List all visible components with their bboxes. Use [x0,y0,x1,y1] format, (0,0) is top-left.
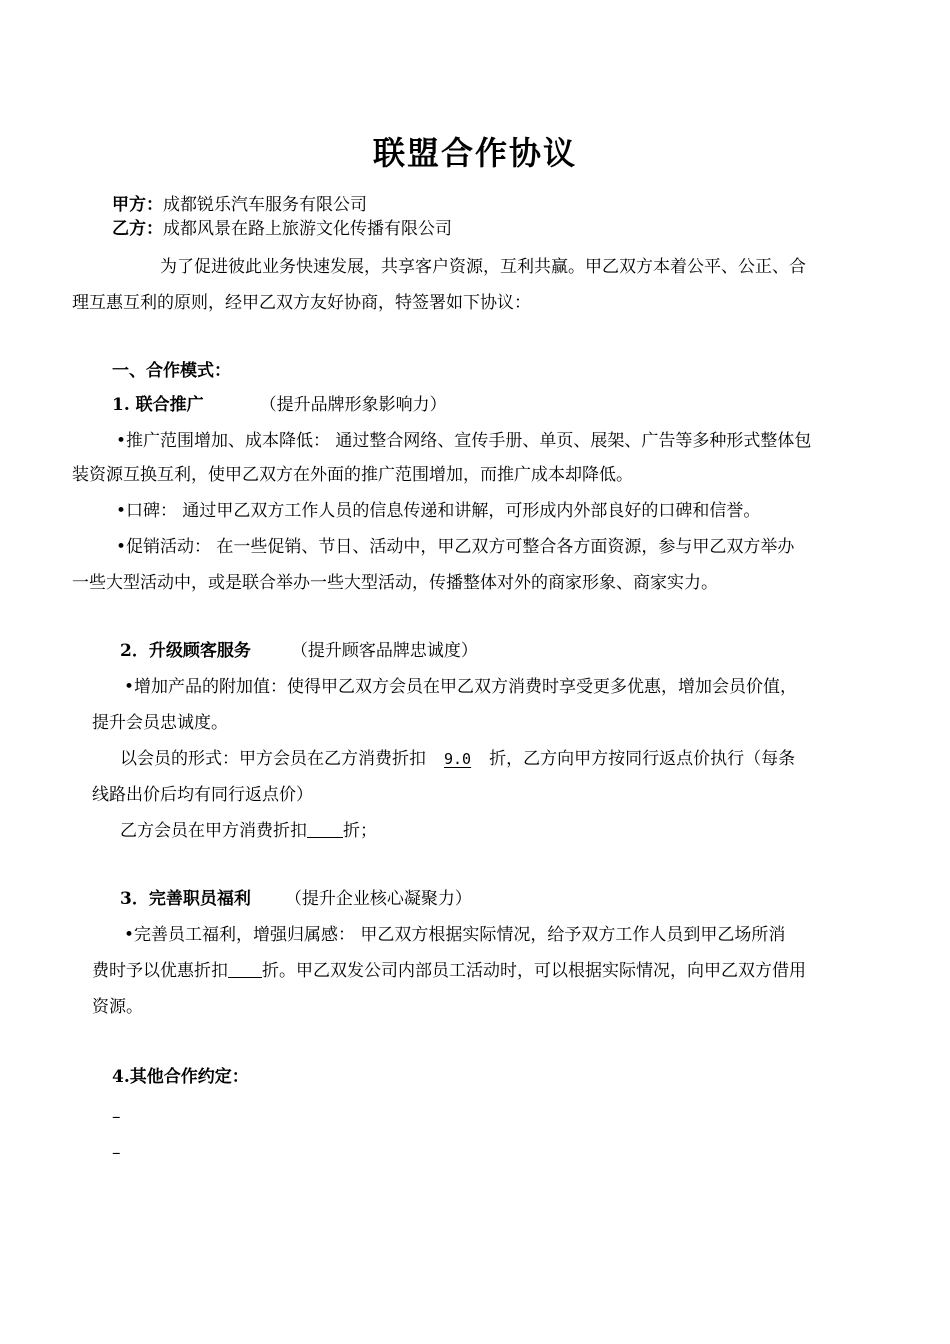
s2-b-member-pre: 乙方会员在甲方消费折扣 [120,821,307,841]
s2-member-pre: 以会员的形式：甲方会员在乙方消费折扣 [120,749,426,769]
s1-bullet3-line-1: •促销活动： 在一些促销、节日、活动中，甲乙双方可整合各方面资源，参与甲乙双方举办 [116,537,795,557]
s3-line2-pre: 费时予以优惠折扣 [92,961,228,981]
s2-bullet1-line-2: 提升会员忠诚度。 [92,713,228,733]
party-b-line [112,218,452,240]
s3-line-3: 资源。 [92,997,143,1017]
section3-heading-line [120,888,472,910]
section1-heading: 一、合作模式： [112,361,231,381]
document-title: 联盟合作协议 [372,134,577,172]
s1-bullet2-line: •口碑： 通过甲乙双方工作人员的信息传递和讲解，可形成内外部良好的口碑和信誉。 [116,501,761,521]
section1-sub1-line [112,394,447,416]
section3-note: （提升企业核心凝聚力） [284,889,472,909]
s1-bullet3-line-2: 一些大型活动中，或是联合举办一些大型活动，传播整体对外的商家形象、商家实力。 [72,573,718,593]
member-discount-field: 9.0 [444,750,472,768]
section1-sub1-title: 1. 联合推广 [112,395,204,415]
s2-member-post: 折，乙方向甲方按同行返点价执行（每条 [489,749,796,769]
b-member-discount-blank [307,821,343,838]
s1-bullet1-line-1: •推广范围增加、成本降低： 通过整合网络、宣传手册、单页、展架、广告等多种形式整体包 [116,431,812,451]
s2-bullet1-line-1: •增加产品的附加值：使得甲乙双方会员在甲乙双方消费时享受更多优惠，增加会员价值， [124,677,798,697]
section2-heading-line [120,640,478,662]
s3-line-1: •完善员工福利，增强归属感： 甲乙双方根据实际情况，给予双方工作人员到甲乙场所消 [124,925,786,945]
s2-member-line-2: 线路出价后均有同行返点价） [92,785,313,805]
party-a-name: 成都锐乐汽车服务有限公司 [163,195,367,215]
intro-line-1: 为了促进彼此业务快速发展，共享客户资源，互利共赢。甲乙双方本着公平、公正、合 [160,257,806,277]
party-a-line [112,194,367,216]
section4-item: – [112,1143,121,1163]
s3-line-2 [92,960,806,982]
s2-b-member-line [120,820,377,842]
party-b-label: 乙方： [112,219,163,239]
section4-heading: 4.其他合作约定： [112,1067,249,1087]
s1-bullet1-line-2: 装资源互换互利，使甲乙双方在外面的推广范围增加，而推广成本却降低。 [72,465,633,485]
s3-discount-blank [228,961,262,978]
section4-item: – [112,1107,121,1127]
party-b-name: 成都风景在路上旅游文化传播有限公司 [163,219,452,239]
section3-title: 3．完善职员福利 [120,889,251,909]
s3-line2-post: 折。甲乙双发公司内部员工活动时，可以根据实际情况，向甲乙双方借用 [262,961,806,981]
intro-line-2: 理互惠互利的原则，经甲乙双方友好协商，特签署如下协议： [72,293,531,313]
section2-note: （提升顾客品牌忠诚度） [290,641,478,661]
s2-b-member-post: 折； [343,821,377,841]
section1-sub1-note: （提升品牌形象影响力） [259,395,447,415]
section2-title: 2．升级顾客服务 [120,641,251,661]
s2-member-line-1 [120,748,795,770]
party-a-label: 甲方： [112,195,163,215]
